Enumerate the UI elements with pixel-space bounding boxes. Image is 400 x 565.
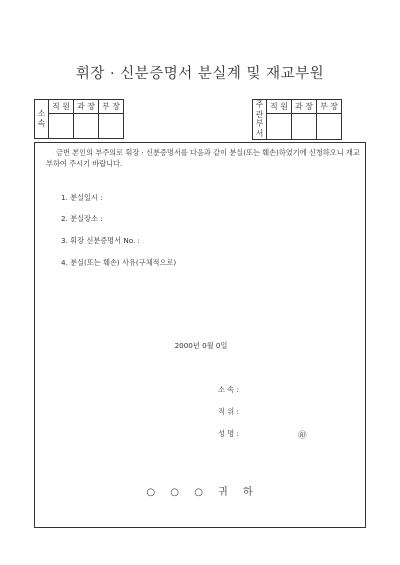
approval-sign-box[interactable] xyxy=(267,114,292,139)
name-label: 성 명 : xyxy=(218,429,239,438)
item-lost-reason: 4. 분실(또는 훼손) 사유(구체적으로) xyxy=(61,258,177,267)
approval-header-director: 부 장 xyxy=(317,100,342,114)
approval-table-department xyxy=(252,99,342,140)
approval-header-manager: 과 장 xyxy=(74,100,99,114)
approval-header-staff: 직 원 xyxy=(49,100,74,114)
approval-side-label: 주 관 부 서 xyxy=(253,100,267,140)
affiliation-label: 소 속 : xyxy=(218,385,239,394)
approval-sign-box[interactable] xyxy=(74,114,99,139)
application-date: 2000년 0월 0일 xyxy=(174,341,228,350)
addressee: ○ ○ ○ 귀 하 xyxy=(146,487,256,498)
approval-side-label: 소 속 xyxy=(35,100,49,139)
document-title: 휘장 · 신분증명서 분실계 및 재교부원 xyxy=(75,66,325,82)
item-lost-datetime: 1. 분실일시 : xyxy=(61,193,103,202)
approval-table-affiliation xyxy=(34,99,124,139)
item-id-number: 3. 휘장 신분증명서 No. : xyxy=(61,236,140,245)
approval-header-staff: 직 원 xyxy=(267,100,292,114)
approval-sign-box[interactable] xyxy=(292,114,317,139)
seal-mark: ㊞ xyxy=(298,431,307,441)
approval-sign-box[interactable] xyxy=(49,114,74,139)
approval-header-manager: 과 장 xyxy=(292,100,317,114)
intro-paragraph: 금번 본인의 부주의로 휘장 · 신분증명서를 다음과 같이 분실(또는 훼손)하였기에 신청하오니 재교부하여 주시기 바랍니다. xyxy=(46,148,360,168)
approval-header-director: 부 장 xyxy=(99,100,124,114)
approval-sign-box[interactable] xyxy=(317,114,342,139)
approval-sign-box[interactable] xyxy=(99,114,124,139)
form-body xyxy=(34,142,366,528)
item-lost-place: 2. 분실장소 : xyxy=(61,214,103,223)
position-label: 직 위 : xyxy=(218,407,239,416)
